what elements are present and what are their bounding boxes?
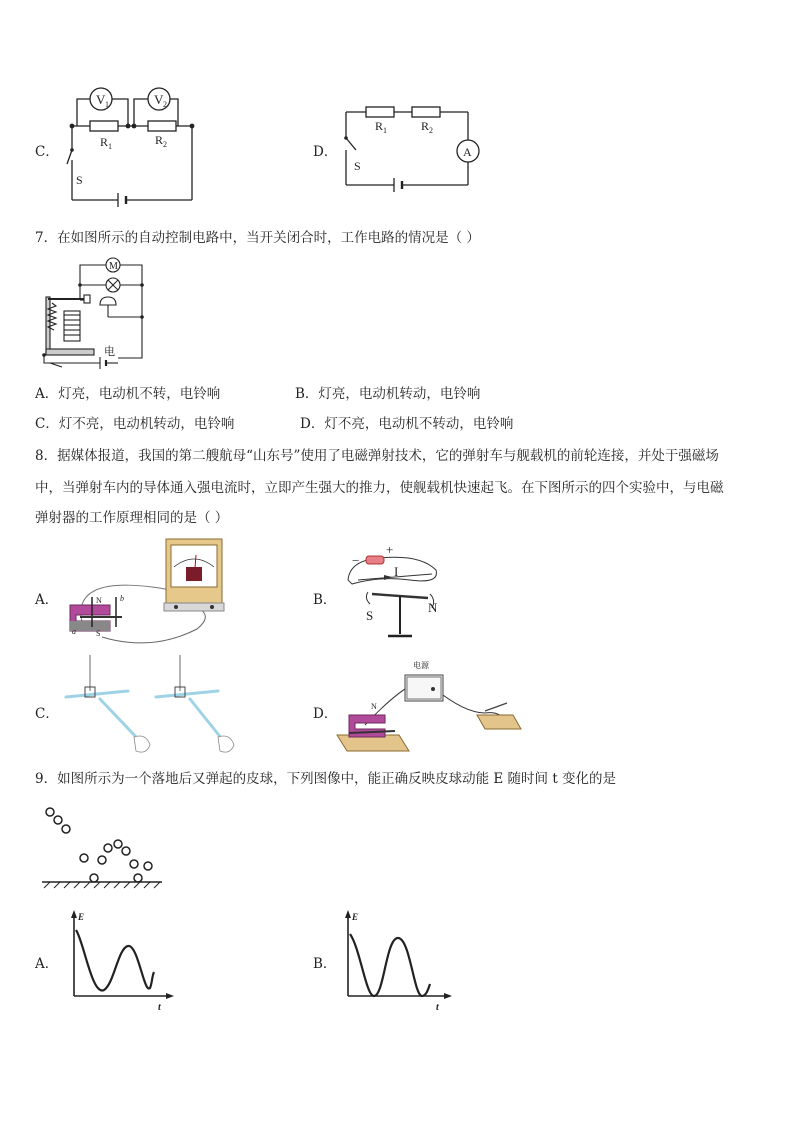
q6-option-d-label: D．: [313, 144, 338, 160]
qb-axis-e: E: [352, 912, 359, 922]
q7-power-text: 电: [104, 346, 115, 358]
q7-relay-figure: [40, 255, 150, 370]
d-r1-text: R: [375, 119, 384, 133]
qb-axis-t: t: [436, 1002, 439, 1013]
q8-option-c-label: C．: [35, 706, 59, 722]
qb-plus-text: +: [386, 542, 394, 557]
q8-option-a-label: A．: [35, 592, 59, 608]
d-a-text: A: [463, 145, 472, 159]
q8-stem-line1: 8．据媒体报道，我国的第二艘航母“山东号”使用了电磁弹射技术，它的弹射车与舰载机的前轮连接，并处于强磁场: [35, 448, 719, 464]
qb-s-text: S: [366, 608, 374, 623]
q9-bouncing-ball-figure: [38, 802, 168, 890]
q8-figure-d: [335, 653, 520, 763]
d-r1-sub: 1: [383, 126, 387, 135]
qa-s-text: S: [96, 629, 101, 638]
c-r2-text: R: [155, 133, 164, 147]
q6-circuit-c: [60, 82, 200, 207]
q9-graph-b: [340, 908, 455, 1013]
c-v2-sub: 2: [163, 100, 167, 109]
q7-option-a: A．灯亮，电动机不转，电铃响: [35, 386, 221, 402]
qa-b-text: b: [120, 594, 124, 603]
c-r1-sub: 1: [108, 142, 112, 151]
q8-figure-b: [340, 540, 450, 645]
q9-stem: 9．如图所示为一个落地后又弹起的皮球，下列图像中，能正确反映皮球动能 E 随时间 t 变化的是: [35, 771, 617, 787]
q8-stem-line3: 弹射器的工作原理相同的是（ ）: [35, 510, 229, 526]
q7-stem: 7．在如图所示的自动控制电路中，当开关闭合时，工作电路的情况是（ ）: [35, 230, 480, 246]
q7-option-d: D．灯不亮，电动机不转动，电铃响: [300, 416, 514, 432]
d-r2-sub: 2: [429, 126, 433, 135]
q9-option-a-label: A．: [35, 956, 59, 972]
q7-motor-symbol-text: M: [109, 261, 118, 272]
q7-option-c: C．灯不亮，电动机转动，电铃响: [35, 416, 235, 432]
q8-figure-a: [62, 537, 227, 652]
q8-stem-line2: 中，当弹射车内的导体通入强电流时，立即产生强大的推力，使舰载机快速起飞。在下图所示的四个实验中，与电磁: [35, 480, 724, 496]
qa-axis-e: E: [78, 912, 85, 922]
c-v1-sub: 1: [105, 100, 109, 109]
d-s-text: S: [354, 159, 361, 173]
c-r2-sub: 2: [163, 140, 167, 149]
q6-option-c-label: C．: [35, 144, 59, 160]
q7-option-b: B．灯亮，电动机转动，电铃响: [295, 386, 481, 402]
q6-circuit-d: [338, 100, 478, 195]
c-v1-text: V: [96, 92, 106, 107]
q8-option-d-label: D．: [313, 706, 338, 722]
d-r2-text: R: [421, 119, 430, 133]
c-r1-text: R: [100, 135, 109, 149]
qa-a-text: a: [72, 627, 76, 636]
qa-axis-t: t: [158, 1002, 161, 1013]
qd-power-text: 电源: [413, 661, 429, 670]
qd-n-text: N: [371, 702, 377, 711]
qb-n-text: N: [428, 600, 438, 615]
q8-option-b-label: B．: [313, 592, 337, 608]
qa-n-text: N: [96, 596, 102, 605]
q9-option-b-label: B．: [313, 956, 337, 972]
q8-figure-c: [60, 655, 240, 760]
c-s-text: S: [76, 173, 83, 187]
c-v2-text: V: [154, 92, 164, 107]
qb-minus-text: −: [352, 553, 360, 568]
qb-i-text: I: [394, 564, 399, 579]
q9-graph-a: [66, 908, 176, 1013]
